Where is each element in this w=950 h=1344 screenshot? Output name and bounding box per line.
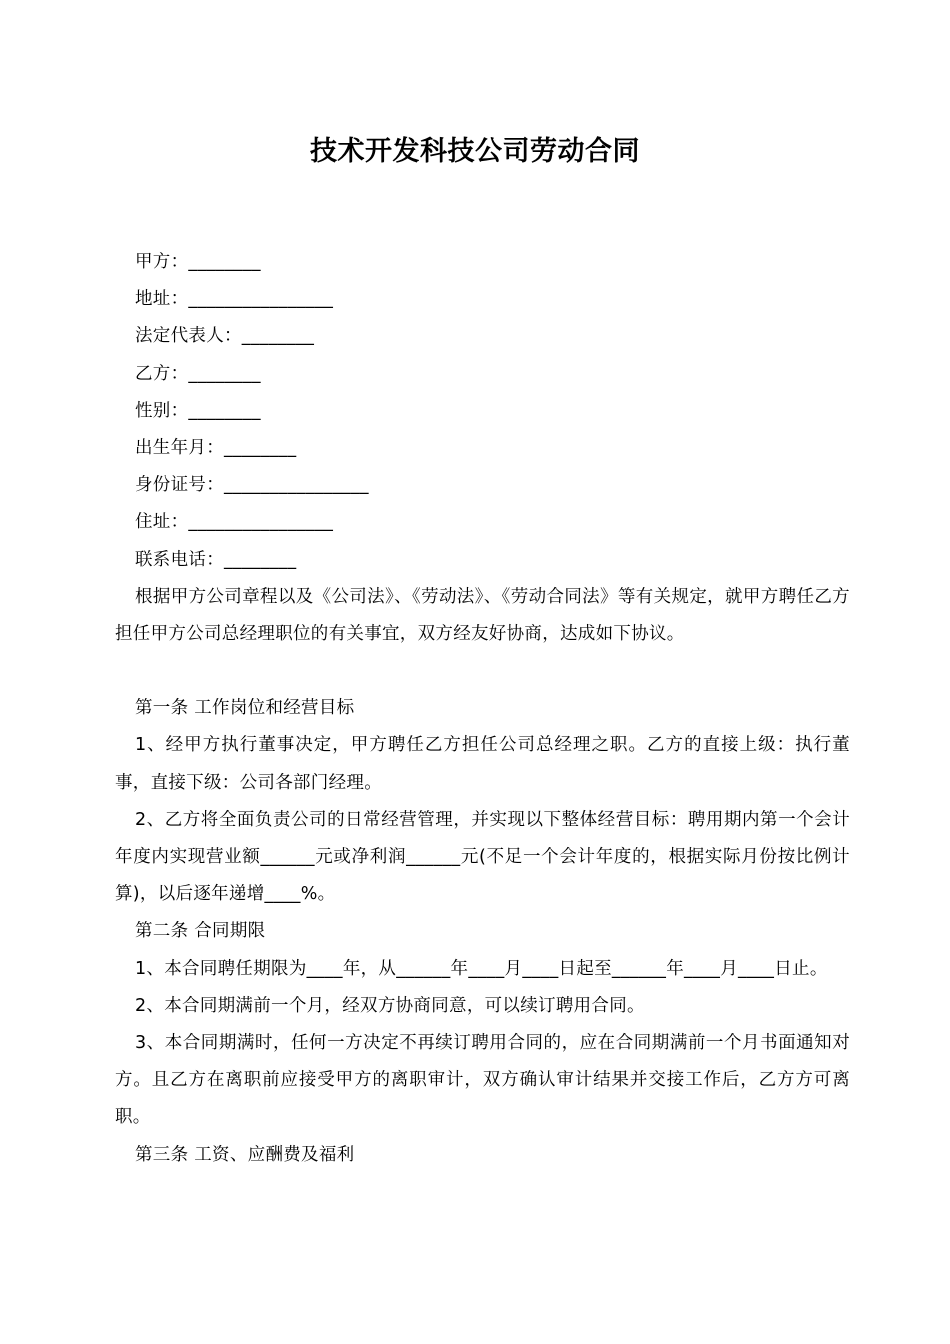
field-legal-representative: 法定代表人：________ [135, 326, 315, 347]
article-2-item-2: 2、本合同期满前一个月，经双方协商同意，可以续订聘用合同。 [135, 995, 645, 1016]
article-1-item-1: 1、经甲方执行董事决定，甲方聘任乙方担任公司总经理之职。乙方的直接上级：执行董事，直接下级：公司各部门经理。 [115, 735, 850, 793]
document-body [115, 244, 850, 1174]
field-party-b: 乙方：________ [135, 363, 261, 384]
paragraph-gap [115, 653, 850, 690]
field-birth-date: 出生年月：________ [135, 438, 297, 459]
article-3-heading: 第三条 工资、应酬费及福利 [135, 1144, 355, 1165]
article-2-item-3: 3、本合同期满时，任何一方决定不再续订聘用合同的，应在合同期满前一个月书面通知对方。且乙方在离职前应接受甲方的离职审计，双方确认审计结果并交接工作后，乙方方可离职。 [115, 1033, 850, 1128]
field-party-a: 甲方：________ [135, 252, 261, 272]
article-1-item-2: 2、乙方将全面负责公司的日常经营管理，并实现以下整体经营目标：聘用期内第一个会计年度内实现营业额______元或净利润______元(不足一个会计年度的，根据实际月份按比例计算)，以后逐年递增____%。 [115, 809, 850, 905]
document-title: 技术开发科技公司劳动合同 [310, 136, 640, 167]
field-gender: 性别：________ [135, 400, 261, 421]
article-1-heading: 第一条 工作岗位和经营目标 [135, 698, 355, 719]
field-residence: 住址：________________ [135, 512, 334, 533]
field-id-number: 身份证号：________________ [135, 475, 369, 496]
article-2-item-1: 1、本合同聘任期限为____年，从______年____月____日起至______年____月____日止。 [135, 958, 828, 979]
field-address: 地址：________________ [135, 289, 334, 310]
field-phone: 联系电话：________ [135, 549, 297, 570]
article-2-heading: 第二条 合同期限 [135, 921, 266, 942]
intro-paragraph: 根据甲方公司章程以及《公司法》、《劳动法》、《劳动合同法》等有关规定，就甲方聘任乙方担任甲方公司总经理职位的有关事宜，双方经友好协商，达成如下协议。 [115, 586, 850, 645]
